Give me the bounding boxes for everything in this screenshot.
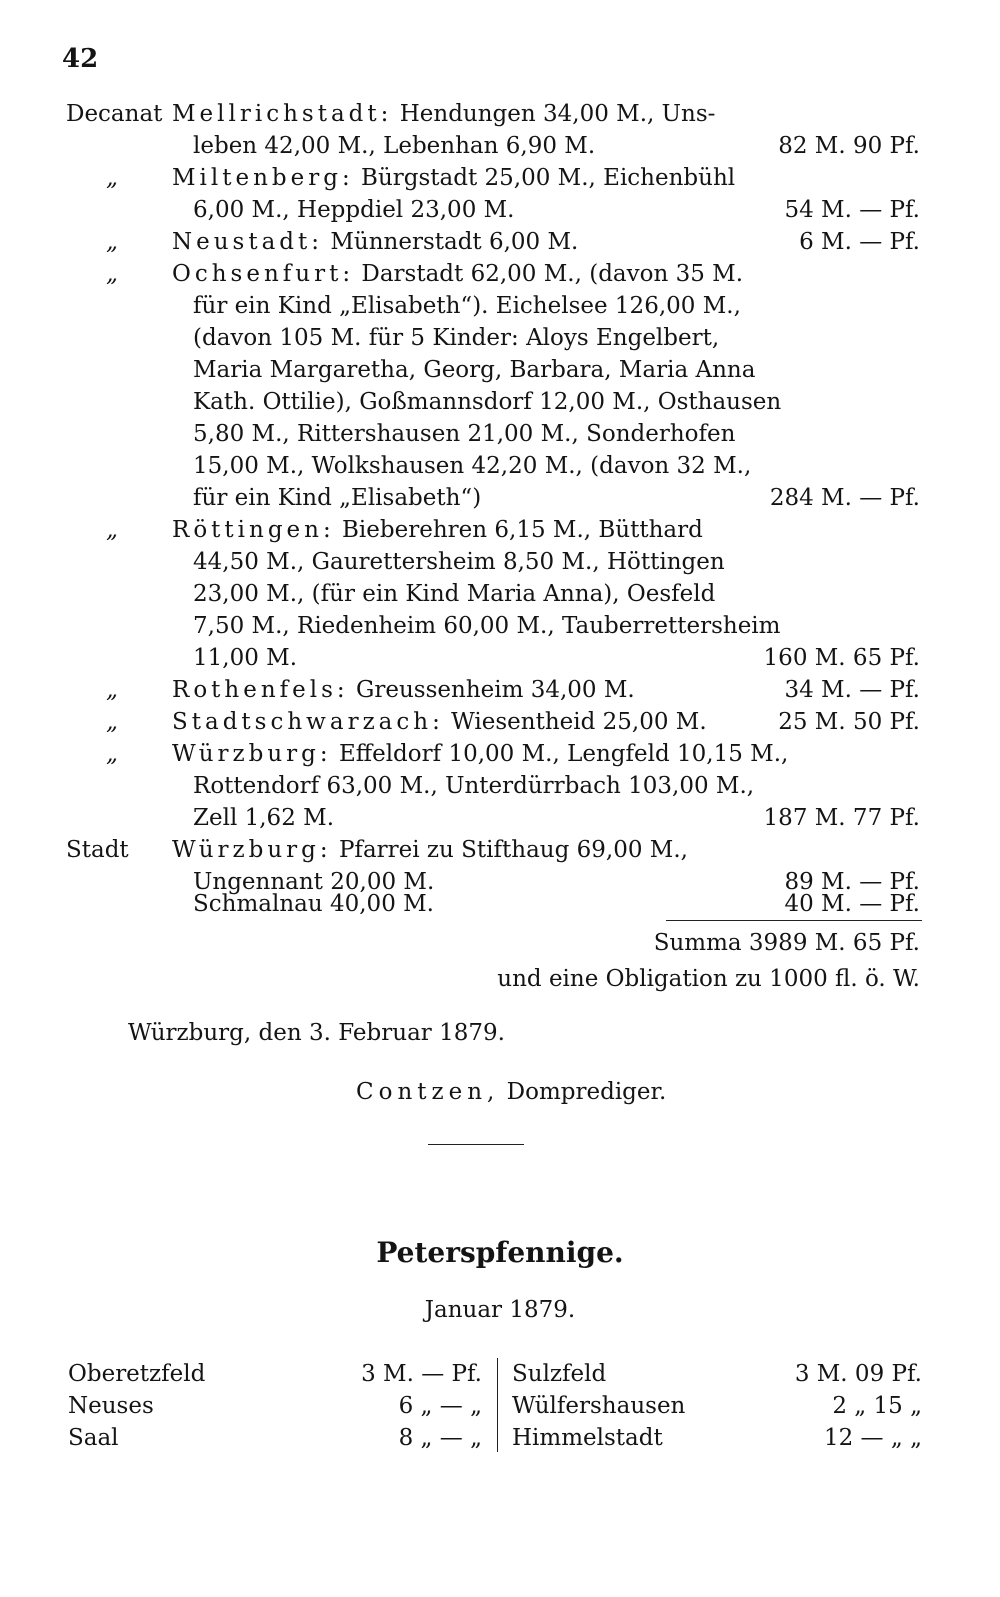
entry-details: Zell 1,62 M. (193, 805, 334, 831)
entry-details: Hendungen 34,00 M., Uns- (399, 101, 716, 127)
parish-name: Wülfershausen (512, 1393, 686, 1419)
entry-row (0, 450, 1000, 482)
ditto-mark: „ (106, 709, 118, 735)
dateline: Würzburg, den 3. Februar 1879. (128, 1020, 505, 1046)
parish-row (512, 1422, 922, 1454)
entry-amount: 6 M. — Pf. (799, 229, 920, 255)
ditto-mark: „ (106, 517, 118, 543)
deanery-name: Mellrichstadt: (172, 101, 393, 127)
entry-details: 23,00 M., (für ein Kind Maria Anna), Oesfeld (193, 581, 716, 607)
entry-amount: 34 M. — Pf. (784, 677, 920, 703)
total-sum: Summa 3989 M. 65 Pf. (653, 930, 920, 956)
entry-details: leben 42,00 M., Lebenhan 6,90 M. (193, 133, 596, 159)
parish-name: Saal (68, 1425, 119, 1451)
entry-details: Bürgstadt 25,00 M., Eichenbühl (361, 165, 736, 191)
entry-amount: 160 M. 65 Pf. (763, 645, 920, 671)
signatory-title: Domprediger. (506, 1079, 667, 1105)
entry-amount: 25 M. 50 Pf. (778, 709, 920, 735)
entry-details: Münnerstadt 6,00 M. (330, 229, 579, 255)
parish-amount: 3 M. — Pf. (361, 1361, 482, 1387)
signatory-name: Contzen, (356, 1079, 500, 1105)
entry-row (0, 418, 1000, 450)
entry-amount: 187 M. 77 Pf. (763, 805, 920, 831)
parish-row (512, 1358, 922, 1390)
entry-amount: 284 M. — Pf. (769, 485, 920, 511)
entry-details: 7,50 M., Riedenheim 60,00 M., Tauberrettersheim (193, 613, 781, 639)
parish-amount: 6 „ — „ (398, 1393, 482, 1419)
deanery-name: Miltenberg: (172, 165, 354, 191)
entry-details: Kath. Ottilie), Goßmannsdorf 12,00 M., Osthausen (193, 389, 782, 415)
entry-row (0, 738, 1000, 770)
ditto-mark: „ (106, 165, 118, 191)
entry-details: Maria Margaretha, Georg, Barbara, Maria Anna (193, 357, 756, 383)
entry-row (0, 162, 1000, 194)
ditto-mark: „ (106, 741, 118, 767)
entry-details: Pfarrei zu Stifthaug 69,00 M., (338, 837, 688, 863)
entry-row (0, 194, 1000, 226)
obligation-note: und eine Obligation zu 1000 fl. ö. W. (497, 966, 920, 992)
signature (356, 1079, 666, 1105)
entry-row (0, 258, 1000, 290)
parish-row (68, 1390, 482, 1422)
entry-details: Rottendorf 63,00 M., Unterdürrbach 103,00 M., (193, 773, 755, 799)
section-month: Januar 1879. (424, 1297, 576, 1323)
entry-row (0, 610, 1000, 642)
parish-name: Himmelstadt (512, 1425, 663, 1451)
city-name: Würzburg: (172, 837, 332, 863)
entry-row (0, 226, 1000, 258)
entry-details: Wiesentheid 25,00 M. (451, 709, 707, 735)
entry-details: 44,50 M., Gaurettersheim 8,50 M., Höttingen (193, 549, 725, 575)
entry-row (0, 322, 1000, 354)
parish-row (68, 1422, 482, 1454)
deanery-name: Neustadt: (172, 229, 324, 255)
entry-text (172, 674, 635, 706)
column-divider (497, 1358, 498, 1452)
parish-name: Neuses (68, 1393, 154, 1419)
entry-text (172, 738, 788, 770)
entry-amount: 54 M. — Pf. (784, 197, 920, 223)
entry-row (0, 578, 1000, 610)
entry-row (0, 354, 1000, 386)
page-number: 42 (62, 44, 99, 74)
entry-details: Schmalnau 40,00 M. (193, 891, 434, 917)
deanery-name: Röttingen: (172, 517, 335, 543)
entry-details: für ein Kind „Elisabeth“) (193, 485, 482, 511)
parish-name: Sulzfeld (512, 1361, 607, 1387)
entry-amount: 40 M. — Pf. (784, 891, 920, 917)
deanery-name: Ochsenfurt: (172, 261, 355, 287)
entry-details: (davon 105 M. für 5 Kinder: Aloys Engelbert, (193, 325, 720, 351)
parish-name: Oberetzfeld (68, 1361, 206, 1387)
parish-amount: 3 M. 09 Pf. (794, 1361, 922, 1387)
parish-row (512, 1390, 922, 1422)
entry-row (0, 642, 1000, 674)
entry-text (172, 706, 707, 738)
section-title: Peterspfennige. (376, 1236, 624, 1269)
entry-row (0, 770, 1000, 802)
deanery-name: Rothenfels: (172, 677, 349, 703)
entry-text (172, 162, 735, 194)
entry-row (0, 514, 1000, 546)
entry-text (172, 514, 703, 546)
section-separator (428, 1144, 524, 1145)
entry-text (172, 226, 578, 258)
deanery-name: Stadtschwarzach: (172, 709, 444, 735)
entry-row (0, 482, 1000, 514)
entry-row (0, 546, 1000, 578)
entry-details: Ungennant 20,00 M. (193, 869, 435, 895)
entry-details: für ein Kind „Elisabeth“). Eichelsee 126,00 M., (193, 293, 741, 319)
entry-details: Darstadt 62,00 M., (davon 35 M. (361, 261, 744, 287)
sum-rule (666, 920, 922, 921)
ditto-mark: „ (106, 677, 118, 703)
entry-text (172, 834, 688, 866)
entry-amount: 89 M. — Pf. (784, 869, 920, 895)
entry-row (0, 98, 1000, 130)
entry-details: 5,80 M., Rittershausen 21,00 M., Sonderhofen (193, 421, 736, 447)
entry-amount: 82 M. 90 Pf. (778, 133, 920, 159)
ditto-mark: „ (106, 229, 118, 255)
parish-row (68, 1358, 482, 1390)
entry-text (172, 258, 743, 290)
deanery-name: Würzburg: (172, 741, 332, 767)
entry-text (172, 98, 715, 130)
entry-row (0, 802, 1000, 834)
entry-details: 15,00 M., Wolkshausen 42,20 M., (davon 32 M., (193, 453, 752, 479)
parish-amount: 8 „ — „ (398, 1425, 482, 1451)
entry-row (0, 130, 1000, 162)
entry-row (0, 706, 1000, 738)
entry-row (0, 834, 1000, 866)
ditto-mark: „ (106, 261, 118, 287)
entry-details: Bieberehren 6,15 M., Bütthard (342, 517, 703, 543)
entry-row (0, 888, 1000, 920)
entry-row (0, 290, 1000, 322)
entry-details: 6,00 M., Heppdiel 23,00 M. (193, 197, 515, 223)
entry-row (0, 386, 1000, 418)
entry-row (0, 674, 1000, 706)
entry-details: 11,00 M. (193, 645, 298, 671)
entry-label: Stadt (66, 837, 129, 863)
entry-details: Greussenheim 34,00 M. (356, 677, 635, 703)
entry-details: Effeldorf 10,00 M., Lengfeld 10,15 M., (338, 741, 789, 767)
parish-amount: 2 „ 15 „ (832, 1393, 922, 1419)
entry-label: Decanat (66, 101, 163, 127)
parish-amount: 12 — „ „ (823, 1425, 922, 1451)
